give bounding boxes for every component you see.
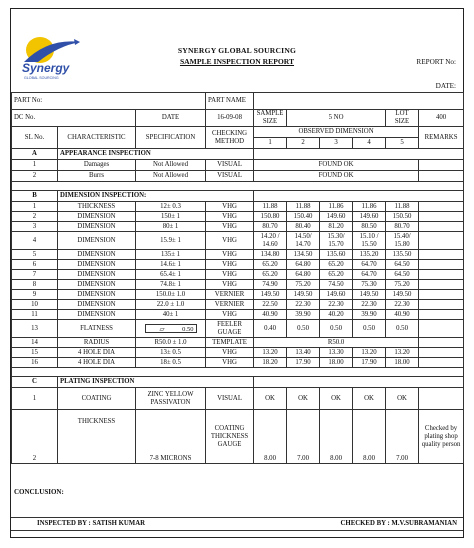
header-row-1 <box>12 127 464 138</box>
table-row <box>12 212 464 222</box>
obs-cell: 135.20 <box>353 250 386 260</box>
spec-cell: 74.8± 1 <box>136 280 206 290</box>
obs-cell: 150.80 <box>254 212 287 222</box>
obs-cell: 14.20 / 14.60 <box>254 232 287 250</box>
sample-size-label: SAMPLE SIZE <box>254 110 287 127</box>
sl-cell: 13 <box>12 320 58 338</box>
report-no-label: REPORT No: <box>416 58 456 66</box>
remarks-cell <box>419 202 464 212</box>
obs-cell: 11.86 <box>320 202 353 212</box>
method-cell: VISUAL <box>206 160 254 171</box>
col-observed: OBSERVED DIMENSION <box>254 127 419 138</box>
obs-num: 2 <box>287 138 320 149</box>
result-cell: R50.0 <box>254 338 419 348</box>
spec-cell: R50.0 ± 1.0 <box>136 338 206 348</box>
method-cell: VHG <box>206 232 254 250</box>
remarks-cell <box>419 171 464 182</box>
obs-cell: 18.20 <box>254 358 287 368</box>
obs-cell: 40.90 <box>254 310 287 320</box>
method-cell: TEMPLATE <box>206 338 254 348</box>
section-title: PLATING INSPECTION <box>58 377 254 388</box>
spec-cell: 40± 1 <box>136 310 206 320</box>
obs-cell: 40.20 <box>320 310 353 320</box>
obs-cell: 65.20 <box>254 260 287 270</box>
sl-cell: 16 <box>12 358 58 368</box>
sl-cell: 1 <box>12 202 58 212</box>
col-checking-method: CHECKING METHOD <box>206 127 254 149</box>
obs-cell: 7.00 <box>287 410 320 464</box>
section-a-header <box>12 149 464 160</box>
obs-cell: 8.00 <box>353 410 386 464</box>
obs-cell: 65.20 <box>320 260 353 270</box>
sl-cell: 2 <box>12 212 58 222</box>
table-row <box>12 160 464 171</box>
obs-num: 4 <box>353 138 386 149</box>
spec-cell: ZINC YELLOW PASSIVATON <box>136 388 206 410</box>
spec-cell: 65.4± 1 <box>136 270 206 280</box>
spacer-cell <box>12 182 464 191</box>
table-row <box>12 202 464 212</box>
table-row <box>12 250 464 260</box>
sl-cell: 5 <box>12 250 58 260</box>
obs-cell: 74.50 <box>320 280 353 290</box>
sl-cell: 1 <box>12 160 58 171</box>
spec-cell: 80± 1 <box>136 222 206 232</box>
part-name-value <box>254 93 464 110</box>
char-cell: THICKNESS <box>58 202 136 212</box>
sl-cell: 6 <box>12 260 58 270</box>
blank-cell <box>254 149 464 160</box>
remarks-cell <box>419 222 464 232</box>
section-b-header <box>12 191 464 202</box>
sample-size-value: 5 NO <box>287 110 386 127</box>
section-title: APPEARANCE INSPECTION <box>58 149 254 160</box>
flatness-value: 0.50 <box>182 325 194 333</box>
obs-cell: 22.50 <box>254 300 287 310</box>
obs-cell: 8.00 <box>320 410 353 464</box>
obs-cell: 134.80 <box>254 250 287 260</box>
spec-cell: 22.0 ± 1.0 <box>136 300 206 310</box>
method-cell: VHG <box>206 250 254 260</box>
table-row <box>12 232 464 250</box>
obs-cell: 22.30 <box>353 300 386 310</box>
checked-by: CHECKED BY : M.V.SUBRAMANIAN <box>340 520 457 527</box>
char-cell: DIMENSION <box>58 260 136 270</box>
table-row <box>12 171 464 182</box>
dc-row <box>12 110 464 127</box>
remarks-cell <box>419 300 464 310</box>
obs-cell: 15.10 / 15.50 <box>353 232 386 250</box>
obs-cell: 134.50 <box>287 250 320 260</box>
obs-cell: 75.20 <box>386 280 419 290</box>
char-cell: DIMENSION <box>58 270 136 280</box>
result-cell: FOUND OK <box>254 160 419 171</box>
col-sl-no: SL No. <box>12 127 58 149</box>
obs-cell: 149.50 <box>353 290 386 300</box>
signature-row <box>11 517 463 531</box>
spacer-row <box>12 368 464 377</box>
method-cell: VISUAL <box>206 388 254 410</box>
obs-cell: 64.80 <box>287 260 320 270</box>
sl-cell: 2 <box>12 171 58 182</box>
table-row <box>12 280 464 290</box>
remarks-cell <box>419 388 464 410</box>
method-cell: VISUAL <box>206 171 254 182</box>
char-cell: Burrs <box>58 171 136 182</box>
remarks-cell <box>419 270 464 280</box>
obs-cell: 149.50 <box>254 290 287 300</box>
char-cell: DIMENSION <box>58 250 136 260</box>
obs-cell: 13.30 <box>320 348 353 358</box>
obs-cell: 11.88 <box>254 202 287 212</box>
obs-cell: 65.20 <box>320 270 353 280</box>
sl-cell: 2 <box>12 410 58 464</box>
obs-cell: 22.30 <box>386 300 419 310</box>
col-remarks: REMARKS <box>419 127 464 149</box>
obs-cell: 75.30 <box>353 280 386 290</box>
part-no-label: PART No: <box>12 93 206 110</box>
section-letter: C <box>12 377 58 388</box>
char-cell: DIMENSION <box>58 290 136 300</box>
inspection-table <box>11 92 464 464</box>
obs-cell: 149.50 <box>287 290 320 300</box>
obs-cell: 15.30/ 15.70 <box>320 232 353 250</box>
obs-cell: 149.60 <box>320 290 353 300</box>
sl-cell: 14 <box>12 338 58 348</box>
char-cell: DIMENSION <box>58 212 136 222</box>
obs-cell: 75.20 <box>287 280 320 290</box>
obs-num: 5 <box>386 138 419 149</box>
char-cell: DIMENSION <box>58 280 136 290</box>
report-title: SAMPLE INSPECTION REPORT <box>179 57 295 66</box>
char-cell: DIMENSION <box>58 310 136 320</box>
sl-cell: 4 <box>12 232 58 250</box>
spec-cell: Not Allowed <box>136 171 206 182</box>
obs-cell: 8.00 <box>254 410 287 464</box>
char-cell: THICKNESS <box>58 410 136 464</box>
obs-cell: 64.70 <box>353 270 386 280</box>
char-cell: Damages <box>58 160 136 171</box>
obs-cell: OK <box>287 388 320 410</box>
method-cell: VHG <box>206 280 254 290</box>
table-row <box>12 300 464 310</box>
obs-cell: 15.40/ 15.80 <box>386 232 419 250</box>
remarks-cell <box>419 280 464 290</box>
sl-cell: 15 <box>12 348 58 358</box>
obs-cell: 150.50 <box>386 212 419 222</box>
remarks-cell <box>419 160 464 171</box>
obs-cell: 13.20 <box>386 348 419 358</box>
sl-cell: 1 <box>12 388 58 410</box>
col-characteristic: CHARACTERISTIC <box>58 127 136 149</box>
spec-cell: 12± 0.3 <box>136 202 206 212</box>
spec-cell: 150.0± 1.0 <box>136 290 206 300</box>
remarks-cell <box>419 250 464 260</box>
obs-cell: 80.70 <box>254 222 287 232</box>
table-row <box>12 222 464 232</box>
obs-cell: 64.70 <box>353 260 386 270</box>
obs-cell: 80.70 <box>386 222 419 232</box>
obs-cell: OK <box>254 388 287 410</box>
obs-cell: 18.00 <box>386 358 419 368</box>
date-label: DATE: <box>435 82 456 90</box>
spec-cell: 18± 0.5 <box>136 358 206 368</box>
section-b-body <box>12 202 464 368</box>
obs-cell: 40.90 <box>386 310 419 320</box>
method-cell: VHG <box>206 348 254 358</box>
obs-cell: 149.60 <box>353 212 386 222</box>
blank-cell <box>254 191 464 202</box>
table-row <box>12 270 464 280</box>
info-date-value: 16-09-08 <box>206 110 254 127</box>
obs-cell: 0.50 <box>287 320 320 338</box>
dc-no-label: DC No. <box>12 110 136 127</box>
remarks-cell <box>419 338 464 348</box>
obs-cell: 64.50 <box>386 270 419 280</box>
char-cell: COATING <box>58 388 136 410</box>
section-title: DIMENSION INSPECTION: <box>58 191 254 202</box>
char-cell: DIMENSION <box>58 232 136 250</box>
char-cell: 4 HOLE DIA <box>58 358 136 368</box>
obs-cell: OK <box>386 388 419 410</box>
obs-cell: 13.20 <box>254 348 287 358</box>
method-cell: VHG <box>206 260 254 270</box>
obs-cell: 149.60 <box>320 212 353 222</box>
sl-cell: 8 <box>12 280 58 290</box>
section-letter: B <box>12 191 58 202</box>
obs-cell: 80.40 <box>287 222 320 232</box>
remarks-cell <box>419 348 464 358</box>
obs-num: 3 <box>320 138 353 149</box>
method-cell: VHG <box>206 270 254 280</box>
logo-wordmark: Synergy <box>22 61 70 75</box>
table-row <box>12 388 464 410</box>
table-row <box>12 310 464 320</box>
obs-cell: 81.20 <box>320 222 353 232</box>
flatness-symbol-box <box>145 324 197 333</box>
obs-cell: 0.50 <box>320 320 353 338</box>
sl-cell: 11 <box>12 310 58 320</box>
method-cell: COATING THICKNESS GAUGE <box>206 410 254 464</box>
spec-cell: 7-8 MICRONS <box>136 410 206 464</box>
obs-cell: 17.90 <box>353 358 386 368</box>
obs-cell: 39.90 <box>287 310 320 320</box>
table-row <box>12 348 464 358</box>
company-name: SYNERGY GLOBAL SOURCING <box>177 46 297 55</box>
table-row <box>12 338 464 348</box>
lot-size-label: LOT SIZE <box>386 110 419 127</box>
obs-cell: 64.80 <box>287 270 320 280</box>
obs-cell: 11.88 <box>287 202 320 212</box>
remarks-cell <box>419 232 464 250</box>
spec-cell <box>136 320 206 338</box>
remarks-cell <box>419 358 464 368</box>
spec-cell: 13± 0.5 <box>136 348 206 358</box>
char-cell: RADIUS <box>58 338 136 348</box>
obs-cell: 11.88 <box>386 202 419 212</box>
table-row <box>12 358 464 368</box>
method-cell: VHG <box>206 212 254 222</box>
obs-cell: 17.90 <box>287 358 320 368</box>
obs-cell: 65.20 <box>254 270 287 280</box>
spec-cell: 135± 1 <box>136 250 206 260</box>
obs-cell: 64.50 <box>386 260 419 270</box>
inspected-by: INSPECTED BY : SATISH KUMAR <box>37 520 146 527</box>
table-row <box>12 320 464 338</box>
method-cell: VHG <box>206 310 254 320</box>
flatness-icon: ▱ <box>159 325 165 333</box>
method-cell: VHG <box>206 222 254 232</box>
remarks-cell <box>419 320 464 338</box>
obs-cell: 135.60 <box>320 250 353 260</box>
obs-cell: 7.00 <box>386 410 419 464</box>
table-row <box>12 260 464 270</box>
obs-cell: OK <box>320 388 353 410</box>
method-cell: VERNIER <box>206 300 254 310</box>
obs-cell: 149.50 <box>386 290 419 300</box>
obs-cell: OK <box>353 388 386 410</box>
obs-cell: 22.30 <box>287 300 320 310</box>
spacer-cell <box>12 368 464 377</box>
sl-cell: 10 <box>12 300 58 310</box>
sl-cell: 7 <box>12 270 58 280</box>
spec-cell: 15.9± 1 <box>136 232 206 250</box>
remarks-cell <box>419 310 464 320</box>
obs-cell: 18.00 <box>320 358 353 368</box>
obs-cell: 0.50 <box>386 320 419 338</box>
conclusion-label: CONCLUSION: <box>14 488 64 496</box>
spec-cell: Not Allowed <box>136 160 206 171</box>
char-cell: DIMENSION <box>58 222 136 232</box>
obs-cell: 135.50 <box>386 250 419 260</box>
table-row <box>12 410 464 464</box>
obs-cell: 13.40 <box>287 348 320 358</box>
section-c-header <box>12 377 464 388</box>
blank-cell <box>254 377 464 388</box>
lot-size-value: 400 <box>419 110 464 127</box>
spec-cell: 14.6± 1 <box>136 260 206 270</box>
sl-cell: 3 <box>12 222 58 232</box>
spec-cell: 150± 1 <box>136 212 206 222</box>
result-cell: FOUND OK <box>254 171 419 182</box>
method-cell: VERNIER <box>206 290 254 300</box>
char-cell: 4 HOLE DIA <box>58 348 136 358</box>
obs-cell: 80.50 <box>353 222 386 232</box>
obs-cell: 11.86 <box>353 202 386 212</box>
col-specification: SPECIFICATION <box>136 127 206 149</box>
char-cell: FLATNESS <box>58 320 136 338</box>
obs-cell: 39.90 <box>353 310 386 320</box>
remarks-cell: Checked by plating shop quality person <box>419 410 464 464</box>
remarks-cell <box>419 260 464 270</box>
remarks-cell <box>419 290 464 300</box>
obs-cell: 22.30 <box>320 300 353 310</box>
spacer-row <box>12 182 464 191</box>
section-letter: A <box>12 149 58 160</box>
remarks-cell <box>419 212 464 222</box>
method-cell: VHG <box>206 358 254 368</box>
obs-cell: 14.50/ 14.70 <box>287 232 320 250</box>
part-row <box>12 93 464 110</box>
obs-num: 1 <box>254 138 287 149</box>
info-date-label: DATE <box>136 110 206 127</box>
logo-subtext: GLOBAL SOURCING <box>24 76 59 80</box>
method-cell: FEELER GUAGE <box>206 320 254 338</box>
table-row <box>12 290 464 300</box>
obs-cell: 74.90 <box>254 280 287 290</box>
obs-cell: 0.40 <box>254 320 287 338</box>
sl-cell: 9 <box>12 290 58 300</box>
part-name-label: PART NAME <box>206 93 254 110</box>
method-cell: VHG <box>206 202 254 212</box>
obs-cell: 150.40 <box>287 212 320 222</box>
obs-cell: 0.50 <box>353 320 386 338</box>
obs-cell: 13.20 <box>353 348 386 358</box>
char-cell: DIMENSION <box>58 300 136 310</box>
